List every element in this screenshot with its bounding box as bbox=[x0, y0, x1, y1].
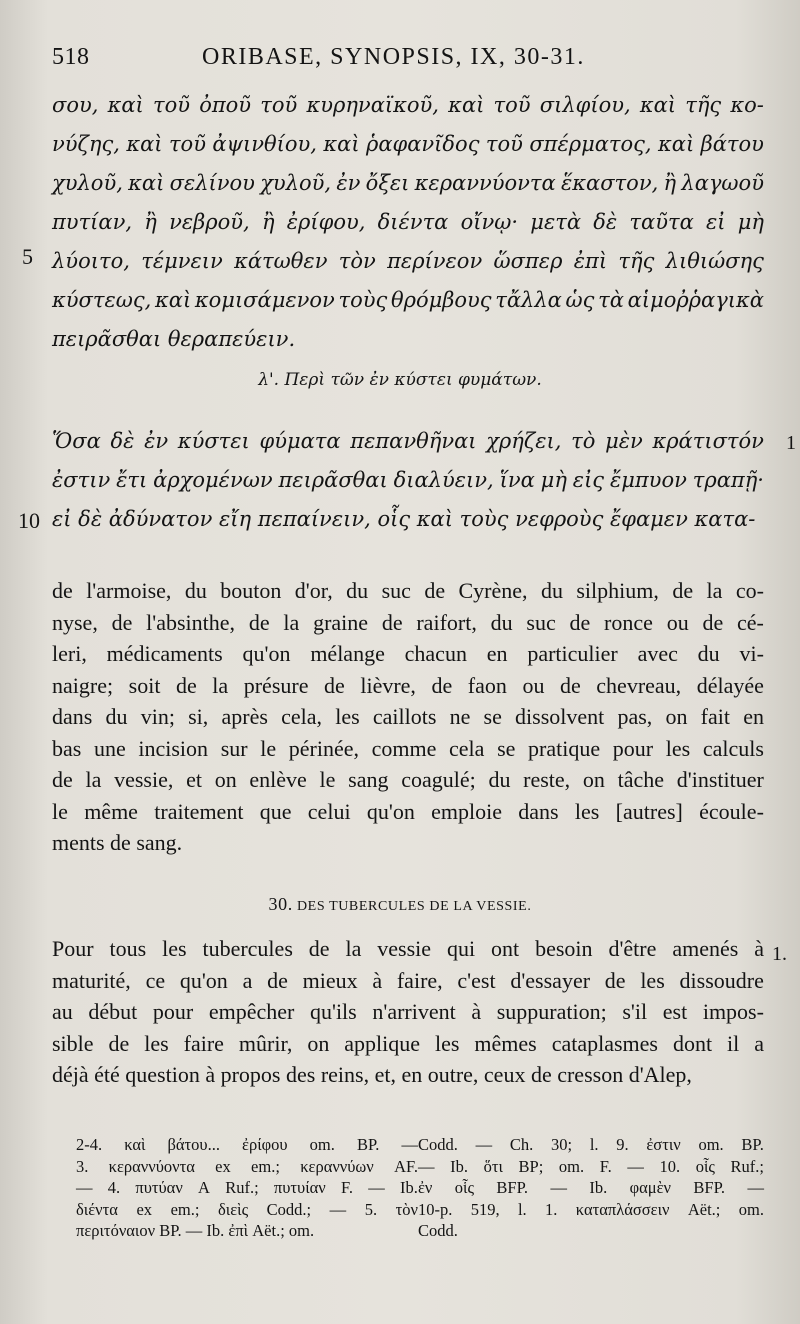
french-text-line: leri, médicaments qu'on mélange chacun en particulier avec du vi- bbox=[52, 641, 764, 666]
greek-text-line: εἰ δὲ ἀδύνατον εἴη πεπαίνειν, οἷς καὶ τοὺς νεφροὺς ἔφαμεν κατα- bbox=[52, 507, 756, 531]
page-number: 518 bbox=[52, 44, 90, 70]
greek-text-block bbox=[52, 86, 764, 359]
footnote-line: 3. κεραννύοντα ex em.; κεραννύων AF. bbox=[76, 1156, 418, 1176]
running-title: ORIBASE, SYNOPSIS, IX, 30-31. bbox=[202, 44, 585, 70]
footnotes bbox=[52, 1134, 764, 1284]
chapter-number: 30. bbox=[268, 894, 293, 914]
french-text-line: de l'armoise, du bouton d'or, du suc de Cyrène, du silphium, de la co- bbox=[52, 578, 764, 603]
greek-text-line: ἐστιν ἔτι ἀρχομένων πειρᾶσθαι διαλύειν, ἵνα μὴ εἰς ἔμπυον τραπῇ· bbox=[52, 468, 764, 492]
french-text-line: ments de sang. bbox=[52, 830, 183, 855]
footnotes-left-column bbox=[76, 1134, 418, 1242]
french-text-line: maturité, ce qu'on a de mieux à faire, c'est d'essayer de les dissoudre bbox=[52, 967, 764, 993]
line-number-5: 5 bbox=[22, 244, 33, 269]
footnotes-right-column bbox=[418, 1134, 764, 1242]
footnote-line: — 4. πυτύαν A Ruf.; πυτυίαν F. — Ib. bbox=[76, 1178, 418, 1197]
footnote-line: — Ib. ὅτι BP; om. F. — 10. οἷς Ruf.; bbox=[418, 1156, 764, 1176]
french-text-line: le même traitement que celui qu'on emploie dans les [autres] écoule- bbox=[52, 798, 764, 824]
greek-text-line: πυτίαν, ἢ νεβροῦ, ἢ ἐρίφου, διέντα οἴνῳ· μετὰ δὲ ταῦτα εἰ μὴ bbox=[52, 210, 764, 234]
greek-chapter-heading: λ'. Περὶ τῶν ἐν κύστει φυμάτων. bbox=[258, 370, 542, 390]
greek-text-line: κύστεως, καὶ κομισάμενον τοὺς θρόμβους τἄλλα ὡς τὰ αἱμοῤῥαγικὰ bbox=[52, 288, 764, 312]
footnote-line: περιτόναιον BP. — Ib. ἐπὶ Aët.; om. bbox=[76, 1221, 315, 1240]
french-translation-block-2 bbox=[52, 933, 764, 1091]
footnote-line: Codd. bbox=[418, 1221, 458, 1240]
french-text-line: dans du vin; si, après cela, les caillots ne se dissolvent pas, on fait en bbox=[52, 704, 764, 729]
greek-text-line: νύζης, καὶ τοῦ ἀψινθίου, καὶ ῥαφανῖδος τοῦ σπέρματος, καὶ βάτου bbox=[52, 132, 764, 156]
line-number-10: 10 bbox=[18, 508, 40, 533]
french-text-line: bas une incision sur le périnée, comme cela se pratique pour les calculs bbox=[52, 735, 764, 761]
greek-text-line: πειρᾶσθαι θεραπεύειν. bbox=[52, 327, 296, 351]
french-text-line: au début pour empêcher qu'ils n'arrivent à suppuration; s'il est impos- bbox=[52, 999, 764, 1024]
french-translation-block bbox=[52, 575, 764, 859]
french-text-line: de la vessie, et on enlève le sang coagulé; du reste, on tâche d'instituer bbox=[52, 767, 764, 792]
greek-text-line: Ὅσα δὲ ἐν κύστει φύματα πεπανθῆναι χρήζει, τὸ μὲν κράτιστόν bbox=[52, 429, 764, 453]
french-text-line: Pour tous les tubercules de la vessie qui ont besoin d'être amenés à bbox=[52, 936, 764, 961]
margin-note-greek: 1 bbox=[786, 432, 796, 454]
footnote-line: ἐν οἷς BFP. — Ib. φαμὲν BFP. — bbox=[418, 1178, 764, 1197]
french-text-line: nyse, de l'absinthe, de la graine de raifort, du suc de ronce ou de cé- bbox=[52, 609, 764, 635]
french-text-line: naigre; soit de la présure de lièvre, de faon ou de chevreau, délayée bbox=[52, 672, 764, 698]
footnote-line: διέντα ex em.; διεὶς Codd.; — 5. τὸν bbox=[76, 1199, 418, 1219]
greek-text-line: σου, καὶ τοῦ ὀποῦ τοῦ κυρηναϊκοῦ, καὶ τοῦ σιλφίου, καὶ τῆς κο- bbox=[52, 93, 764, 117]
greek-text-line: χυλοῦ, καὶ σελίνου χυλοῦ, ἐν ὄξει κεραννύοντα ἕκαστον, ἢ λαγωοῦ bbox=[52, 171, 764, 195]
margin-note-french: 1. bbox=[772, 943, 787, 965]
french-chapter-heading bbox=[0, 894, 800, 915]
greek-text-block-2 bbox=[52, 422, 764, 539]
footnote-line: Codd. — Ch. 30; l. 9. ἐστιν om. BP. bbox=[418, 1135, 764, 1154]
french-text-line: déjà été question à propos des reins, et, en outre, ceux de cresson d'Alep, bbox=[52, 1062, 692, 1087]
french-text-line: sible de les faire mûrir, on applique les mêmes cataplasmes dont il a bbox=[52, 1030, 764, 1056]
footnote-line: 2-4. καὶ βάτου... ἐρίφου om. BP. — bbox=[76, 1135, 418, 1154]
footnote-line: 10-p. 519, l. 1. καταπλάσσειν Aët.; om. bbox=[418, 1199, 764, 1219]
chapter-title: DES TUBERCULES DE LA VESSIE. bbox=[296, 899, 532, 914]
greek-text-line: λύοιτο, τέμνειν κάτωθεν τὸν περίνεον ὥσπερ ἐπὶ τῆς λιθιώσης bbox=[52, 249, 764, 273]
page-header bbox=[52, 44, 752, 80]
